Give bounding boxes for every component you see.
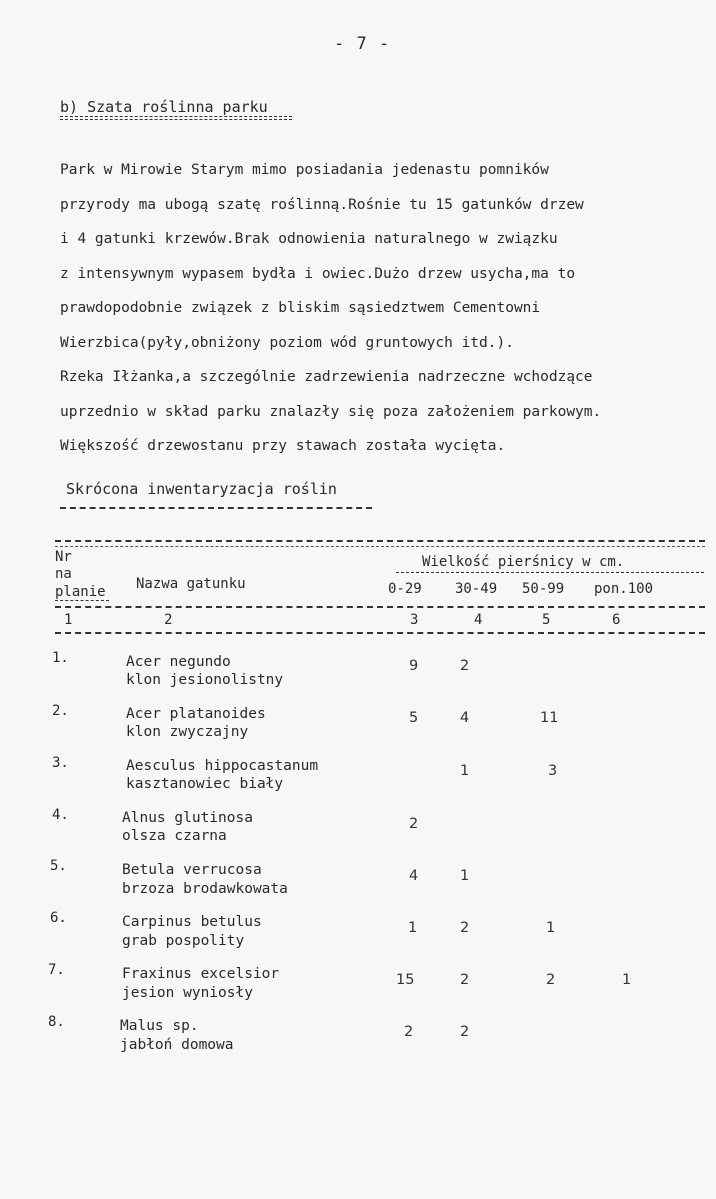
species-latin-name: Acer negundo — [126, 654, 231, 670]
count-50-99: 2 — [546, 972, 556, 988]
header-species-name: Nazwa gatunku — [136, 576, 246, 592]
species-polish-name: grab pospolity — [122, 933, 245, 949]
species-polish-name: brzoza brodawkowata — [122, 881, 288, 897]
count-50-99: 3 — [548, 763, 558, 779]
heading-underline — [60, 116, 292, 117]
row-number: 1. — [52, 650, 69, 666]
row-number: 2. — [52, 703, 69, 719]
header-nr: Nr — [55, 549, 72, 565]
column-number: 4 — [474, 612, 483, 628]
section-heading: b) Szata roślinna parku — [60, 98, 268, 116]
paragraph-line: z intensywnym wypasem bydła i owiec.Dużo drzew usycha,ma to — [60, 265, 576, 282]
row-number: 8. — [48, 1014, 65, 1030]
table-title-underline — [60, 507, 372, 509]
row-number: 6. — [50, 910, 67, 926]
header-size-30-49: 30-49 — [455, 581, 498, 597]
count-30-49: 4 — [460, 710, 470, 726]
count-30-49: 2 — [460, 658, 470, 674]
paragraph-line: Większość drzewostanu przy stawach została wycięta. — [60, 438, 506, 454]
species-latin-name: Fraxinus excelsior — [122, 966, 280, 982]
count-0-29: 9 — [409, 658, 419, 674]
page-number: - 7 - — [334, 34, 391, 54]
species-polish-name: jesion wyniosły — [122, 985, 253, 1001]
header-size-0-29: 0-29 — [388, 581, 422, 597]
column-number: 5 — [542, 612, 551, 628]
paragraph-line: prawdopodobnie związek z bliskim sąsiedztwem Cementowni — [60, 300, 541, 316]
count-0-29: 15 — [396, 972, 415, 988]
paragraph-line: Rzeka Iłżanka,a szczególnie zadrzewienia nadrzeczne wchodzące — [60, 369, 593, 385]
table-top-rule — [55, 540, 705, 542]
species-latin-name: Betula verrucosa — [122, 862, 262, 878]
count-0-29: 1 — [408, 920, 418, 936]
column-number: 1 — [64, 612, 73, 628]
species-polish-name: klon jesionolistny — [126, 672, 284, 688]
table-title: Skrócona inwentaryzacja roślin — [66, 480, 337, 498]
column-number: 2 — [164, 612, 173, 628]
header-size-underline — [396, 572, 704, 573]
count-30-49: 1 — [460, 763, 470, 779]
species-polish-name: kasztanowiec biały — [126, 776, 284, 792]
header-na: na — [55, 566, 72, 582]
species-latin-name: Alnus glutinosa — [122, 810, 253, 826]
count-30-49: 2 — [460, 972, 470, 988]
species-latin-name: Acer platanoides — [126, 706, 266, 722]
header-bottom-rule — [55, 606, 705, 608]
row-number: 5. — [50, 858, 67, 874]
column-number-rule — [55, 632, 705, 634]
column-number: 3 — [410, 612, 419, 628]
species-polish-name: klon zwyczajny — [126, 724, 249, 740]
header-size-group: Wielkość pierśnicy w cm. — [422, 554, 625, 570]
species-latin-name: Malus sp. — [120, 1018, 199, 1034]
count-0-29: 2 — [404, 1024, 414, 1040]
body-paragraph — [60, 160, 710, 471]
header-planie: planie — [55, 584, 106, 600]
count-0-29: 4 — [409, 868, 419, 884]
column-number: 6 — [612, 612, 621, 628]
paragraph-line: uprzednio w skład parku znalazły się poza założeniem parkowym. — [60, 403, 602, 420]
count-50-99: 1 — [546, 920, 556, 936]
count-30-49: 2 — [460, 920, 470, 936]
species-polish-name: jabłoń domowa — [120, 1037, 234, 1053]
species-latin-name: Carpinus betulus — [122, 914, 262, 930]
count-over-100: 1 — [622, 972, 632, 988]
species-polish-name: olsza czarna — [122, 828, 227, 844]
count-0-29: 2 — [409, 816, 419, 832]
row-number: 4. — [52, 807, 69, 823]
heading-underline — [60, 119, 292, 120]
paragraph-line: Park w Mirowie Starym mimo posiadania jedenastu pomników — [60, 162, 549, 178]
paragraph-line: Wierzbica(pyły,obniżony poziom wód gruntowych itd.). — [60, 334, 514, 351]
count-30-49: 2 — [460, 1024, 470, 1040]
header-size-50-99: 50-99 — [522, 581, 565, 597]
table-top-rule — [55, 546, 705, 547]
row-number: 7. — [48, 962, 65, 978]
count-50-99: 11 — [540, 710, 559, 726]
paragraph-line: i 4 gatunki krzewów.Brak odnowienia naturalnego w związku — [60, 231, 558, 247]
paragraph-line: przyrody ma ubogą szatę roślinną.Rośnie tu 15 gatunków drzew — [60, 196, 584, 213]
header-planie-underline — [55, 600, 109, 601]
species-latin-name: Aesculus hippocastanum — [126, 758, 319, 774]
count-30-49: 1 — [460, 868, 470, 884]
row-number: 3. — [52, 755, 69, 771]
header-size-over-100: pon.100 — [594, 581, 654, 597]
count-0-29: 5 — [409, 710, 419, 726]
